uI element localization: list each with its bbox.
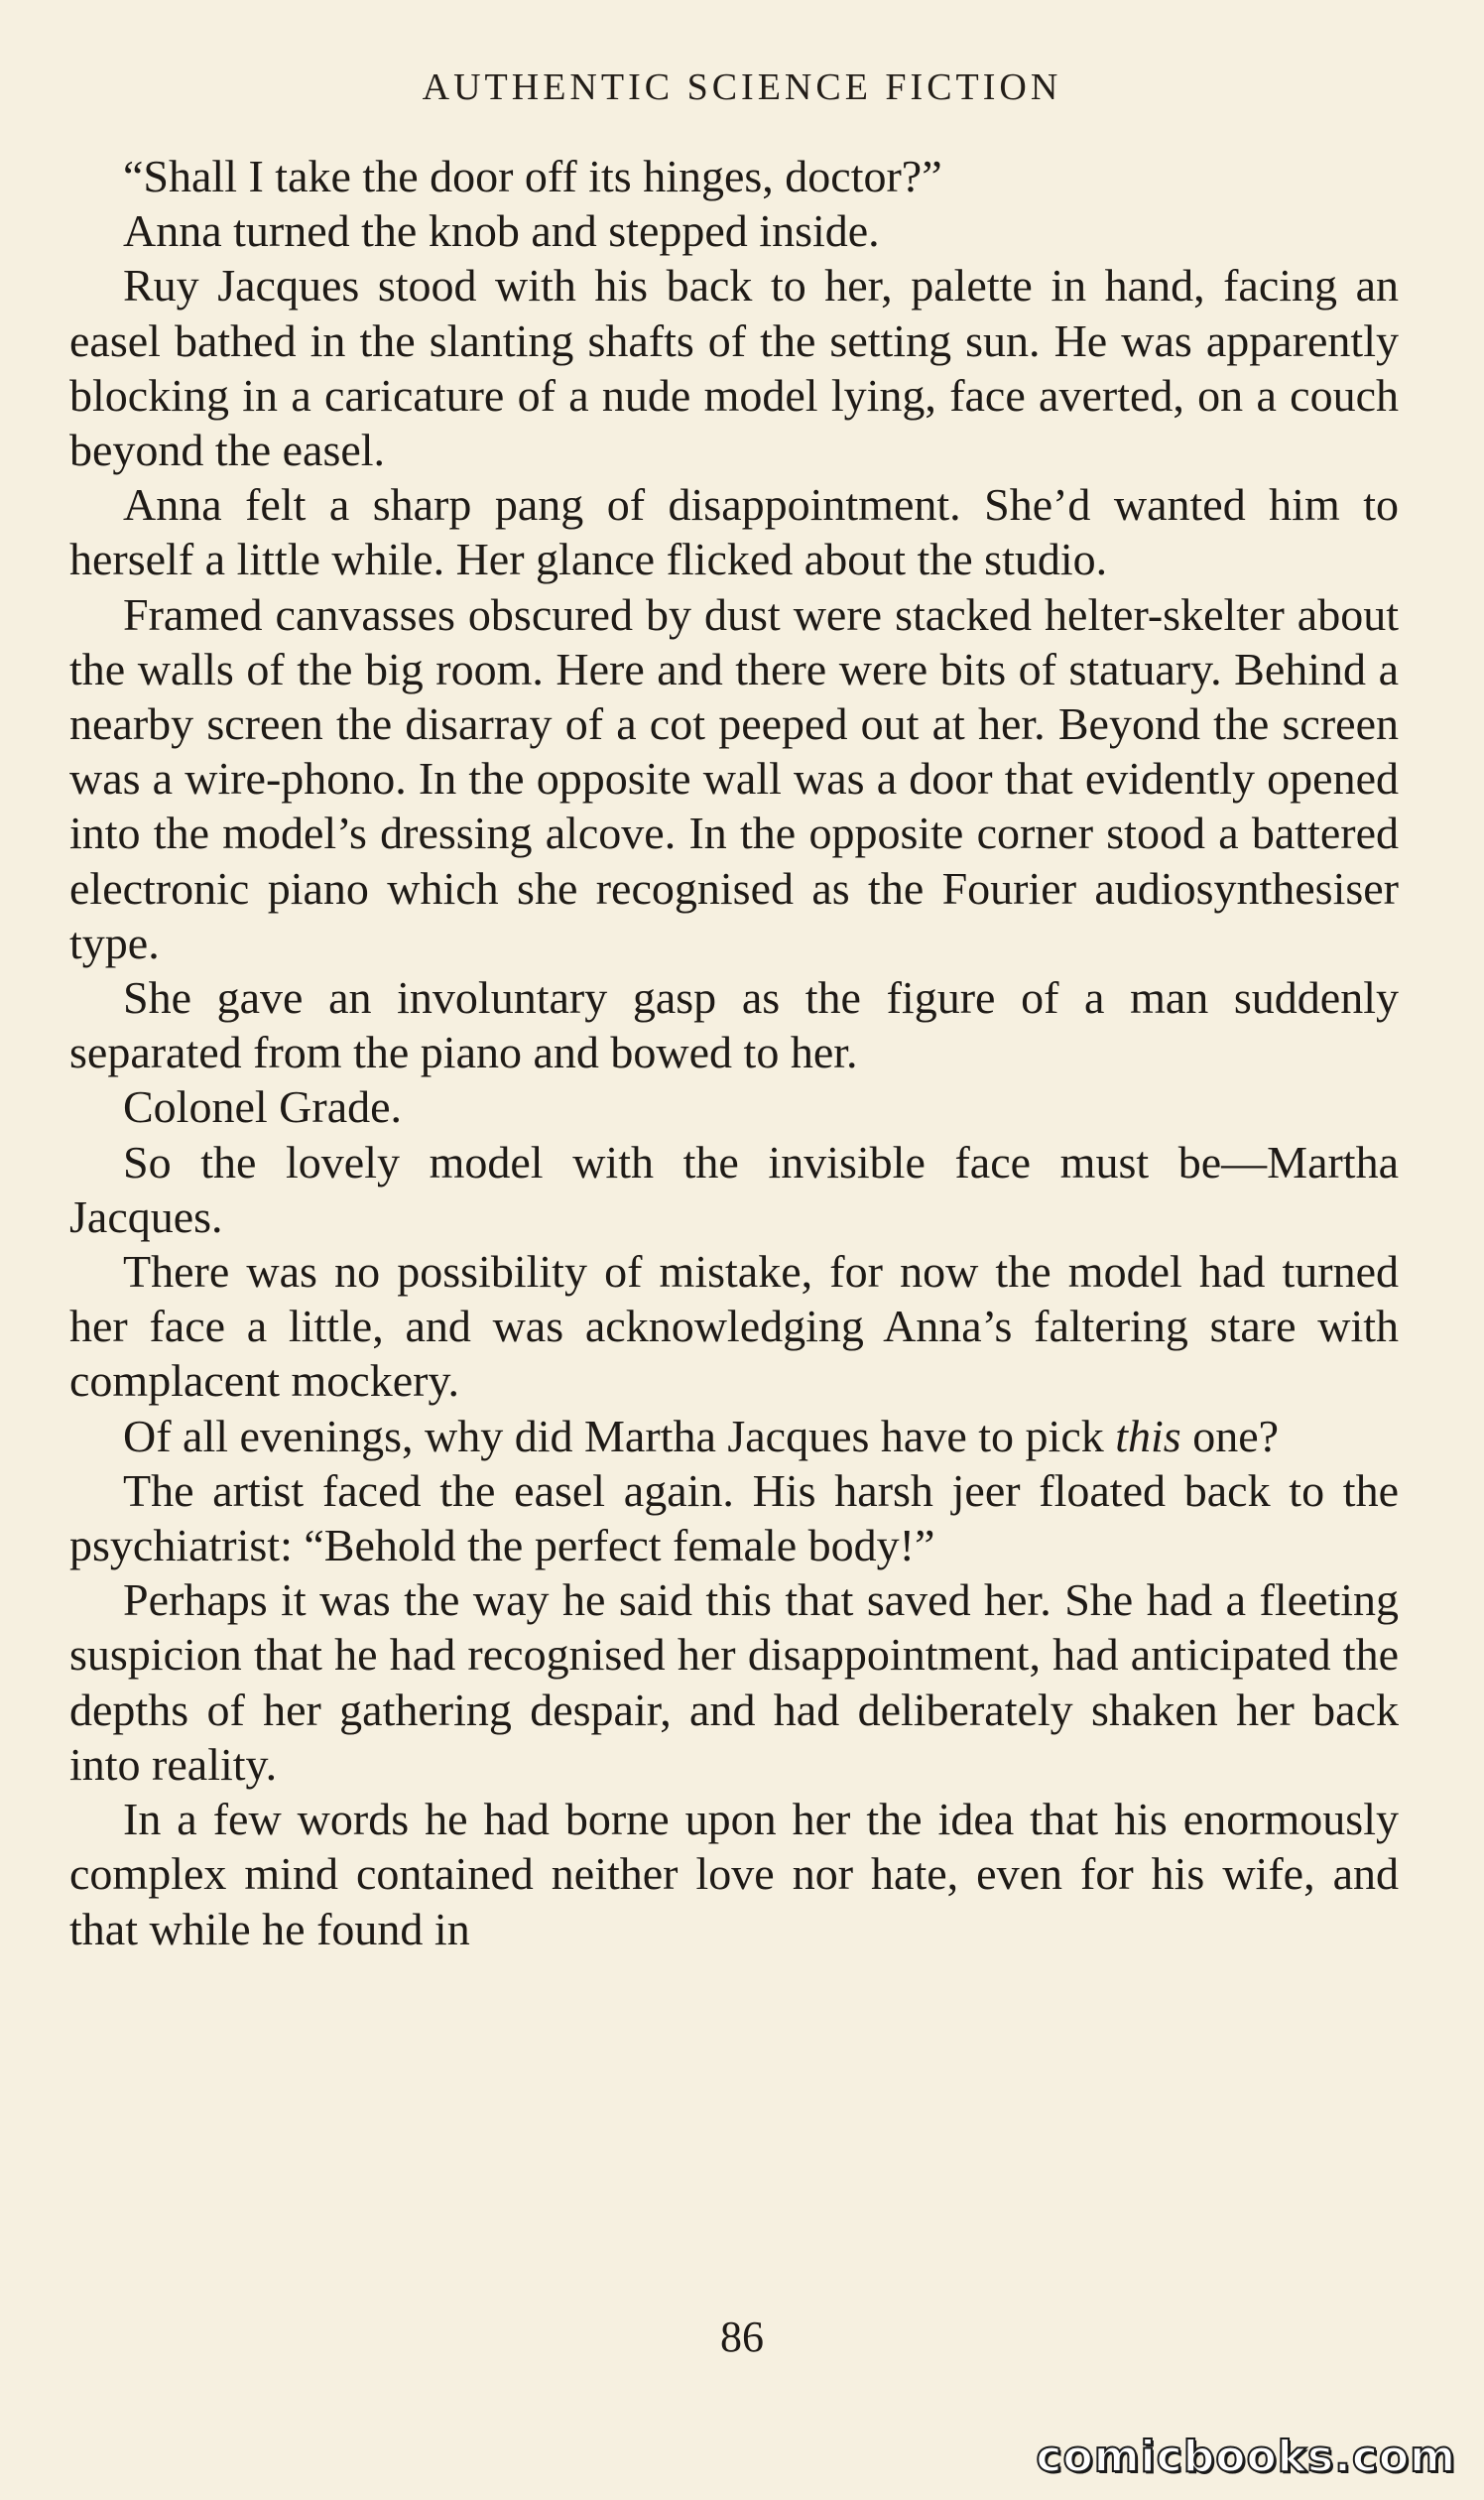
paragraph: Colonel Grade. [123,1081,403,1133]
paragraph: Anna turned the knob and stepped inside. [123,205,880,257]
paragraph-with-italic [69,1409,1399,1463]
body-text [69,149,1399,1956]
paragraph-text: one? [1180,1410,1280,1461]
paragraph: In a few words he had borne upon her the idea that his enormously complex mind contained neither love nor hate, even for his wife, and that while he found in [69,1794,1399,1954]
running-header: AUTHENTIC SCIENCE FICTION [422,66,1062,108]
page-number: 86 [720,2312,764,2361]
paragraph: Perhaps it was the way he said this that saved her. She had a fleeting suspicion that he had recognised her disappointment, had anticipated the depths of her gathering despair, and had deliberately shaken her back into reality. [69,1574,1399,1790]
paragraph: The artist faced the easel again. His harsh jeer floated back to the psychiatrist: “Behold the perfect female body!” [69,1464,1399,1571]
paragraph: There was no possibility of mistake, for now the model had turned her face a little, and was acknowledging Anna’s faltering stare with complacent mockery. [69,1246,1399,1407]
italic-emphasis: this [1115,1410,1181,1461]
paragraph: She gave an involuntary gasp as the figure of a man suddenly separated from the piano and bowed to her. [69,972,1399,1078]
paragraph: Ruy Jacques stood with his back to her, palette in hand, facing an easel bathed in the slanting shafts of the setting sun. He was apparently blocking in a caricature of a nude model lying, face averted, on a couch beyond the easel. [69,260,1399,476]
paragraph: So the lovely model with the invisible face must be—Martha Jacques. [69,1136,1399,1242]
paragraph: Framed canvasses obscured by dust were stacked helter-skelter about the walls of the big room. Here and there were bits of statuary. Behind a nearby screen the disarray of a cot peeped out at her. Beyond the screen was a wire-phono. In the opposite wall was a door that evidently opened into the model’s dressing alcove. In the opposite corner stood a battered electronic piano which she recognised as the Fourier audiosynthesiser type. [69,588,1399,968]
watermark: comicbooks.com [1036,2432,1456,2482]
paragraph: “Shall I take the door off its hinges, doctor?” [123,151,942,201]
paragraph-text: Of all evenings, why did Martha Jacques have to pick [123,1410,1116,1461]
paragraph: Anna felt a sharp pang of disappointment. She’d wanted him to herself a little while. Her glance flicked about the studio. [69,479,1399,585]
